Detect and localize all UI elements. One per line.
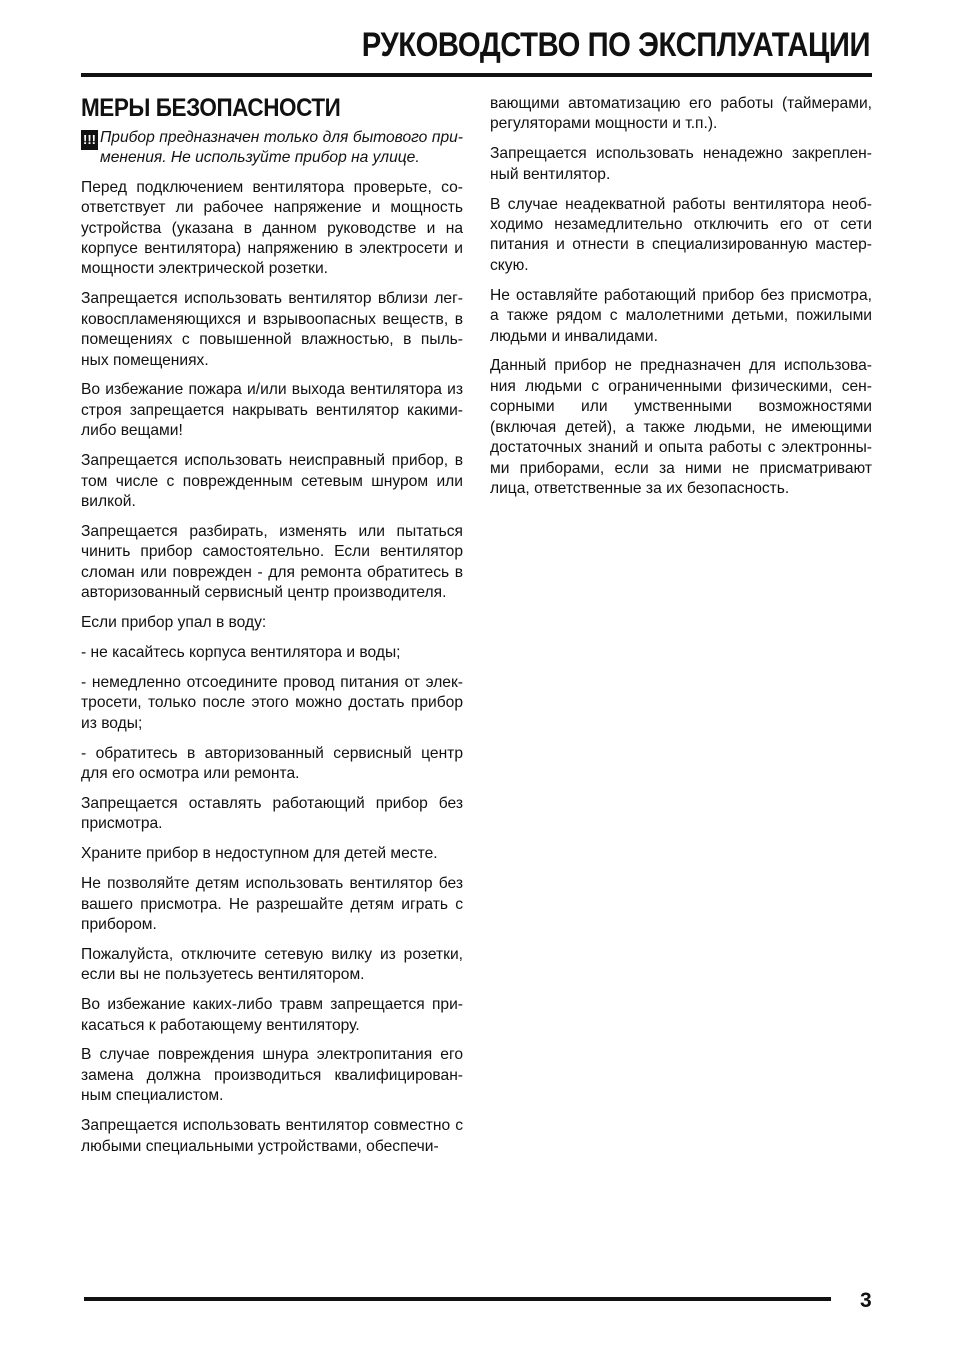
paragraph: Если прибор упал в воду:: [81, 614, 267, 632]
header-divider: [81, 73, 872, 77]
paragraph: Запрещается использовать вентилятор вблизи лег-ковоспламеняющихся и взрывоопасных веществ, в помещениях с повышенной влажностью, в пыль-ных помещениях.: [81, 290, 463, 369]
paragraph: Перед подключением вентилятора проверьте, со-ответствует ли рабочее напряжение и мощность устройства (указана в данном руководстве и на корпусе вентилятора) напряжению в электросети и мощности электрической розетки.: [81, 178, 463, 278]
paragraph: Данный прибор не предназначен для использова-ния людьми с ограниченными физическими, сен-сорными или умственными возможностями (включая детей), а также людьми, не имеющими достаточных знаний и опыта работы с электронны-ми приборами, если за ними не присматривают лица, ответственные за их безопасность.: [490, 357, 872, 497]
list-item: - обратитесь в авторизованный сервисный центр для его осмотра или ремонта.: [81, 744, 463, 782]
warning-text: Прибор предназначен только для бытового при-менения. Не используйте прибор на улице.: [100, 129, 463, 167]
paragraph: Запрещается оставлять работающий прибор без присмотра.: [81, 794, 463, 833]
paragraph: Не позволяйте детям использовать вентилятор без вашего присмотра. Не разрешайте детям играть с прибором.: [81, 875, 463, 933]
paragraph: Запрещается использовать неисправный прибор, в том числе с поврежденным сетевым шнуром или вилкой.: [81, 452, 463, 510]
paragraph: Храните прибор в недоступном для детей месте.: [81, 845, 438, 863]
paragraph: Запрещается использовать вентилятор совместно с любыми специальными устройствами, обеспечи-: [81, 1117, 463, 1155]
left-column: [81, 94, 463, 1166]
paragraph: Пожалуйста, отключите сетевую вилку из розетки, если вы не пользуетесь вентилятором.: [81, 945, 463, 984]
paragraph: Во избежание каких-либо травм запрещается при-касаться к работающему вентилятору.: [81, 996, 463, 1034]
warning-icon: !!!: [81, 130, 98, 150]
list-item: - не касайтесь корпуса вентилятора и воды;: [81, 643, 401, 661]
paragraph: В случае неадекватной работы вентилятора необ-ходимо незамедлительно отключить его от сети питания и отнести в специализированную мастер-скую.: [490, 195, 872, 274]
paragraph: В случае повреждения шнура электропитания его замена должна производиться квалифицирован-ным специалистом.: [81, 1046, 463, 1105]
footer-divider: [84, 1297, 831, 1301]
paragraph: Запрещается разбирать, изменять или пытаться чинить прибор самостоятельно. Если вентилятор сломан или поврежден - для ремонта обратитесь в авторизованный сервисный центр производителя.: [81, 522, 463, 602]
section-title: МЕРЫ БЕЗОПАСНОСТИ: [81, 94, 341, 122]
paragraph: вающими автоматизацию его работы (таймерами, регуляторами мощности и т.п.).: [490, 95, 872, 133]
right-column: [490, 94, 872, 509]
list-item: - немедленно отсоедините провод питания от элек-тросети, только после этого можно достать прибор из воды;: [81, 673, 463, 732]
paragraph: Во избежание пожара и/или выхода вентилятора из строя запрещается накрывать вентилятор какими-либо вещами!: [81, 381, 463, 440]
page-header-title: РУКОВОДСТВО ПО ЭКСПЛУАТАЦИИ: [361, 26, 870, 64]
page-number: 3: [860, 1289, 872, 1312]
paragraph: Запрещается использовать ненадежно закреплен-ный вентилятор.: [490, 145, 872, 183]
warning-note: [81, 128, 463, 169]
paragraph: Не оставляйте работающий прибор без присмотра, а также рядом с малолетними детьми, пожилыми людьми и инвалидами.: [490, 286, 872, 345]
